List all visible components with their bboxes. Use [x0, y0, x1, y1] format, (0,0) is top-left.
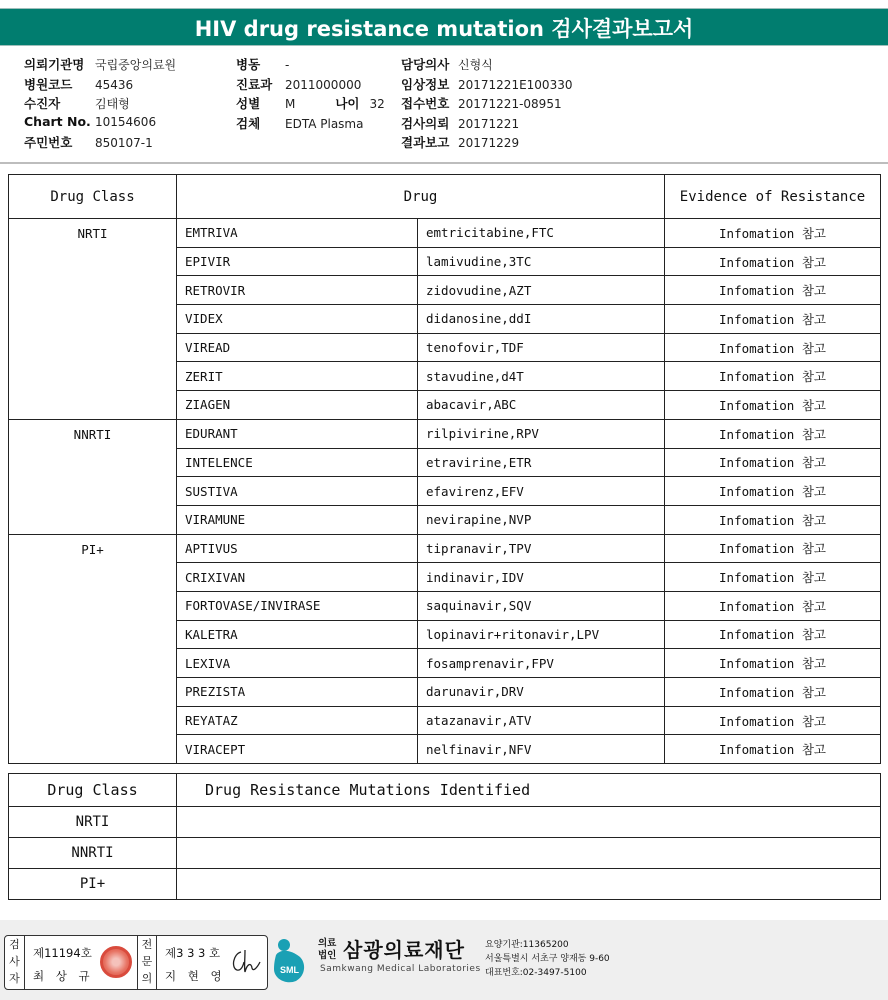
evidence-cell: Infomation 참고: [665, 362, 881, 391]
header-drug: Drug: [177, 175, 665, 219]
drug-generic-cell: didanosine,ddI: [418, 305, 665, 334]
info-value: 김태형: [95, 97, 130, 111]
drug-brand-cell: LEXIVA: [177, 649, 418, 678]
drug-brand-cell: VIDEX: [177, 305, 418, 334]
patient-info-col3: [401, 55, 572, 153]
mutation-value: [177, 869, 881, 900]
drug-generic-cell: saquinavir,SQV: [418, 591, 665, 620]
drug-generic-cell: atazanavir,ATV: [418, 706, 665, 735]
info-value: 2011000000: [285, 77, 362, 92]
resistance-table-body: [9, 219, 881, 764]
drug-generic-cell: nevirapine,NVP: [418, 505, 665, 534]
evidence-cell: Infomation 참고: [665, 706, 881, 735]
mutation-class: NNRTI: [9, 838, 177, 869]
signer1-license: 제11194호: [33, 946, 92, 960]
evidence-cell: Infomation 참고: [665, 477, 881, 506]
evidence-cell: Infomation 참고: [665, 247, 881, 276]
drug-brand-cell: CRIXIVAN: [177, 563, 418, 592]
drug-generic-cell: zidovudine,AZT: [418, 276, 665, 305]
info-value: -: [285, 58, 290, 72]
info-label: 검체: [236, 115, 261, 131]
signer2-role: 전문의: [137, 936, 157, 989]
drug-generic-cell: abacavir,ABC: [418, 391, 665, 420]
mutation-class: PI+: [9, 869, 177, 900]
info-value: 국립중앙의료원: [95, 58, 177, 72]
drug-brand-cell: FORTOVASE/INVIRASE: [177, 591, 418, 620]
info-label: 주민번호: [24, 135, 73, 150]
info-value: 20171221-08951: [458, 97, 562, 111]
table-row: [9, 838, 881, 869]
drug-generic-cell: indinavir,IDV: [418, 563, 665, 592]
info-value: EDTA Plasma: [285, 116, 364, 131]
mutation-value: [177, 838, 881, 869]
drug-class-cell: PI+: [9, 534, 177, 764]
drug-brand-cell: REYATAZ: [177, 706, 418, 735]
drug-brand-cell: KALETRA: [177, 620, 418, 649]
info-value: 20171221E100330: [458, 77, 573, 92]
info-label: 진료과: [236, 76, 273, 92]
info-value: M: [285, 97, 296, 111]
evidence-cell: Infomation 참고: [665, 505, 881, 534]
org-name: 삼광의료재단: [343, 938, 465, 962]
evidence-cell: Infomation 참고: [665, 735, 881, 764]
drug-brand-cell: EMTRIVA: [177, 219, 418, 248]
drug-generic-cell: emtricitabine,FTC: [418, 219, 665, 248]
info-value: 850107-1: [95, 136, 153, 150]
info-value: 45436: [95, 77, 134, 92]
drug-generic-cell: lopinavir+ritonavir,LPV: [418, 620, 665, 649]
evidence-cell: Infomation 참고: [665, 620, 881, 649]
info-label: 임상정보: [401, 76, 450, 92]
drug-brand-cell: ZIAGEN: [177, 391, 418, 420]
info-label: 접수번호: [401, 96, 450, 111]
info-value: 신형식: [458, 58, 493, 72]
info-label: 결과보고: [401, 135, 450, 150]
drug-brand-cell: APTIVUS: [177, 534, 418, 563]
signer1-role: 검사자: [5, 936, 25, 989]
org-prefix: [318, 938, 336, 962]
info-label: 성별: [236, 96, 261, 111]
drug-generic-cell: tenofovir,TDF: [418, 333, 665, 362]
org-info-line: 서울특별시 서초구 양재동 9-60: [485, 954, 610, 964]
drug-generic-cell: etravirine,ETR: [418, 448, 665, 477]
table-row: [9, 869, 881, 900]
drug-brand-cell: EDURANT: [177, 419, 418, 448]
table-row: [9, 419, 881, 448]
seal-stamp-icon: [100, 946, 132, 978]
evidence-cell: Infomation 참고: [665, 534, 881, 563]
org-prefix-line2: 법인: [318, 950, 337, 961]
svg-text:SML: SML: [280, 965, 299, 975]
info-value: 10154606: [95, 114, 157, 129]
mutation-value: [177, 807, 881, 838]
evidence-cell: Infomation 참고: [665, 678, 881, 707]
drug-generic-cell: stavudine,d4T: [418, 362, 665, 391]
evidence-cell: Infomation 참고: [665, 391, 881, 420]
drug-brand-cell: VIRAMUNE: [177, 505, 418, 534]
evidence-cell: Infomation 참고: [665, 333, 881, 362]
mutation-class: NRTI: [9, 807, 177, 838]
drug-class-cell: NRTI: [9, 219, 177, 420]
age-label: 나이: [335, 96, 360, 111]
drug-generic-cell: fosamprenavir,FPV: [418, 649, 665, 678]
drug-class-cell: NNRTI: [9, 419, 177, 534]
info-value: 20171229: [458, 136, 520, 150]
table-row: [9, 219, 881, 248]
org-info-line: 요양기관:11365200: [485, 940, 569, 950]
info-label: 병동: [236, 57, 261, 72]
drug-generic-cell: nelfinavir,NFV: [418, 735, 665, 764]
info-label: 담당의사: [401, 57, 450, 72]
drug-brand-cell: VIREAD: [177, 333, 418, 362]
table-header-row: [9, 175, 881, 219]
header-drug-class: Drug Class: [9, 774, 177, 807]
table-header-row: [9, 774, 881, 807]
header-drug-class: Drug Class: [9, 175, 177, 219]
org-english-name: Samkwang Medical Laboratories: [320, 964, 481, 974]
drug-brand-cell: EPIVIR: [177, 247, 418, 276]
evidence-cell: Infomation 참고: [665, 419, 881, 448]
patient-info-col2: [236, 55, 385, 133]
info-value: 20171221: [458, 116, 520, 131]
evidence-cell: Infomation 참고: [665, 563, 881, 592]
signature-box: [4, 935, 268, 990]
org-info-line: 대표번호:02-3497-5100: [485, 968, 587, 978]
section-divider: [0, 162, 888, 164]
evidence-cell: Infomation 참고: [665, 448, 881, 477]
info-label: 수진자: [24, 96, 61, 111]
table-row: [9, 534, 881, 563]
signer2-license: 제3 3 3 호: [165, 946, 221, 960]
age-value: 32: [369, 97, 385, 111]
evidence-cell: Infomation 참고: [665, 591, 881, 620]
org-prefix-line1: 의료: [318, 938, 337, 949]
drug-brand-cell: VIRACEPT: [177, 735, 418, 764]
report-title: HIV drug resistance mutation 검사결과보고서: [0, 8, 888, 46]
evidence-cell: Infomation 참고: [665, 305, 881, 334]
drug-generic-cell: rilpivirine,RPV: [418, 419, 665, 448]
header-evidence: Evidence of Resistance: [665, 175, 881, 219]
drug-generic-cell: tipranavir,TPV: [418, 534, 665, 563]
mutations-table: [8, 773, 881, 900]
evidence-cell: Infomation 참고: [665, 276, 881, 305]
evidence-cell: Infomation 참고: [665, 219, 881, 248]
info-label: Chart No.: [24, 113, 91, 129]
drug-generic-cell: lamivudine,3TC: [418, 247, 665, 276]
sml-logo-icon: [270, 935, 310, 985]
org-contact-info: [485, 938, 610, 980]
info-label: 검사의뢰: [401, 115, 450, 131]
signer2-name: 지 현 영: [165, 969, 226, 983]
patient-info-col1: [24, 55, 176, 153]
drug-brand-cell: SUSTIVA: [177, 477, 418, 506]
header-mutations: Drug Resistance Mutations Identified: [177, 774, 881, 807]
drug-generic-cell: darunavir,DRV: [418, 678, 665, 707]
drug-generic-cell: efavirenz,EFV: [418, 477, 665, 506]
signer1-name: 최 상 규: [33, 969, 94, 983]
drug-brand-cell: ZERIT: [177, 362, 418, 391]
handwritten-signature-icon: [227, 946, 263, 978]
table-row: [9, 807, 881, 838]
resistance-table: [8, 174, 881, 764]
info-label: 의뢰기관명: [24, 57, 85, 72]
info-label: 병원코드: [24, 76, 73, 92]
drug-brand-cell: RETROVIR: [177, 276, 418, 305]
drug-brand-cell: PREZISTA: [177, 678, 418, 707]
evidence-cell: Infomation 참고: [665, 649, 881, 678]
drug-brand-cell: INTELENCE: [177, 448, 418, 477]
